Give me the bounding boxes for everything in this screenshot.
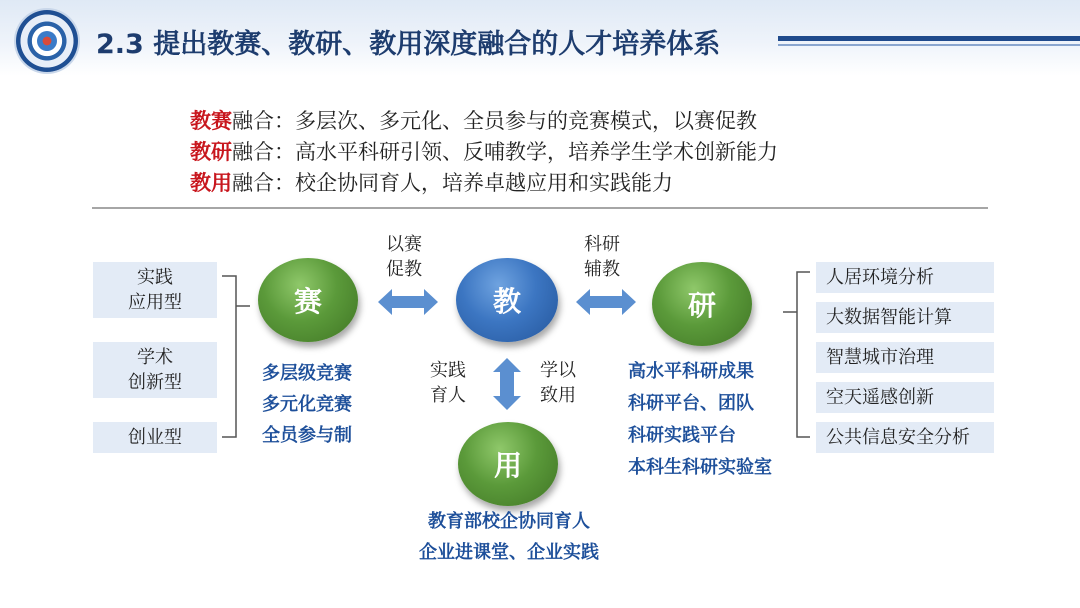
list-item: 科研平台、团队: [628, 393, 754, 414]
summary-line: 教赛融合：多层次、多元化、全员参与的竞赛模式，以赛促教: [190, 109, 757, 133]
list-item: 科研实践平台: [628, 425, 736, 446]
talent-type-practical: 实践 应用型: [93, 262, 217, 318]
list-item: 多元化竞赛: [262, 394, 352, 415]
page-title: 2.3 提出教赛、教研、教用深度融合的人才培养体系: [96, 29, 721, 60]
arrow-label-sai-jiao: 以赛 促教: [386, 234, 422, 280]
node-yan: 研: [652, 262, 752, 346]
yan-list: [628, 356, 772, 484]
arrow-label-practice: 实践 育人: [430, 360, 466, 406]
research-area: 人居环境分析: [816, 262, 994, 293]
list-item: 本科生科研实验室: [628, 457, 772, 478]
list-item: 高水平科研成果: [628, 361, 754, 382]
talent-type-entrepreneur: 创业型: [93, 422, 217, 453]
left-bracket: [222, 276, 250, 437]
arrow-label-apply: 学以 致用: [540, 360, 576, 406]
talent-type-academic: 学术 创新型: [93, 342, 217, 398]
node-jiao: 教: [456, 258, 558, 342]
double-arrow-sai-jiao: [378, 289, 438, 315]
list-item: 企业进课堂、企业实践: [419, 542, 599, 563]
research-area: 智慧城市治理: [816, 342, 994, 373]
sai-list: [262, 358, 352, 451]
research-area: 大数据智能计算: [816, 302, 994, 333]
list-item: 教育部校企协同育人: [428, 511, 590, 532]
list-item: 全员参与制: [262, 425, 352, 446]
research-area: 空天遥感创新: [816, 382, 994, 413]
double-arrow-jiao-yong: [493, 358, 521, 410]
yong-list: [404, 506, 614, 568]
summary-line: 教用融合：校企协同育人，培养卓越应用和实践能力: [190, 171, 673, 195]
list-item: 多层级竞赛: [262, 363, 352, 384]
arrow-label-yan-jiao: 科研 辅教: [584, 234, 620, 280]
node-yong: 用: [458, 422, 558, 506]
research-area: 公共信息安全分析: [816, 422, 994, 453]
summary-line: 教研融合：高水平科研引领、反哺教学，培养学生学术创新能力: [190, 140, 778, 164]
right-bracket: [783, 272, 810, 437]
double-arrow-jiao-yan: [576, 289, 636, 315]
node-sai: 赛: [258, 258, 358, 342]
